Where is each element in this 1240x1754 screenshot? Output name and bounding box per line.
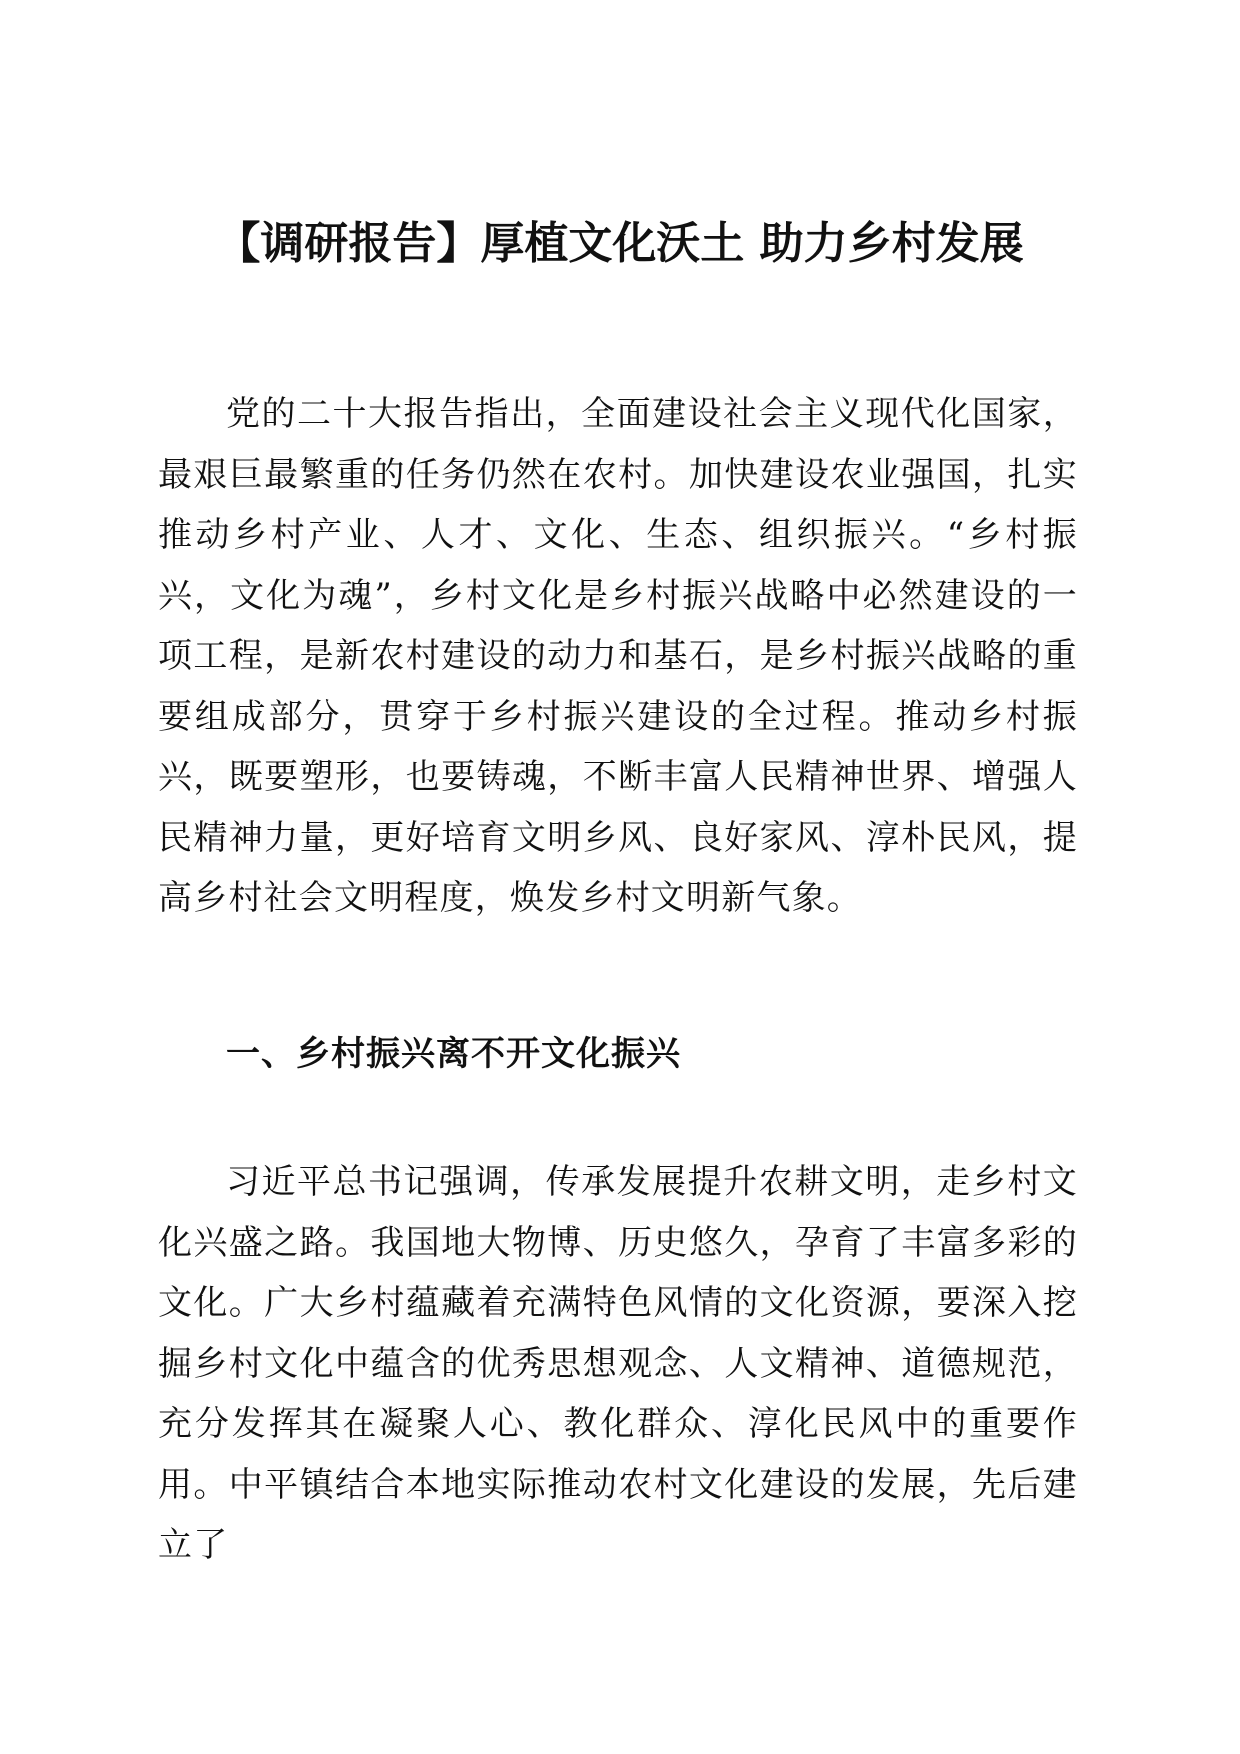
section-heading: 一、乡村振兴离不开文化振兴 xyxy=(226,1034,681,1074)
intro-paragraph: 党的二十大报告指出，全面建设社会主义现代化国家，最艰巨最繁重的任务仍然在农村。加快建设农业强国，扎实推动乡村产业、人才、文化、生态、组织振兴。“乡村振兴，文化为魂”，乡村文化是乡村振兴战略中必然建设的一项工程，是新农村建设的动力和基石，是乡村振兴战略的重要组成部分，贯穿于乡村振兴建设的全过程。推动乡村振兴，既要塑形，也要铸魂，不断丰富人民精神世界、增强人民精神力量，更好培育文明乡风、良好家风、淳朴民风，提高乡村社会文明程度，焕发乡村文明新气象。 xyxy=(158,394,1078,918)
document-title: 【调研报告】厚植文化沃土 助力乡村发展 xyxy=(216,218,1024,269)
section-paragraph: 习近平总书记强调，传承发展提升农耕文明，走乡村文化兴盛之路。我国地大物博、历史悠久，孕育了丰富多彩的文化。广大乡村蕴藏着充满特色风情的文化资源，要深入挖掘乡村文化中蕴含的优秀思想观念、人文精神、道德规范，充分发挥其在凝聚人心、教化群众、淳化民风中的重要作用。中平镇结合本地实际推动农村文化建设的发展，先后建立了 xyxy=(158,1162,1078,1565)
